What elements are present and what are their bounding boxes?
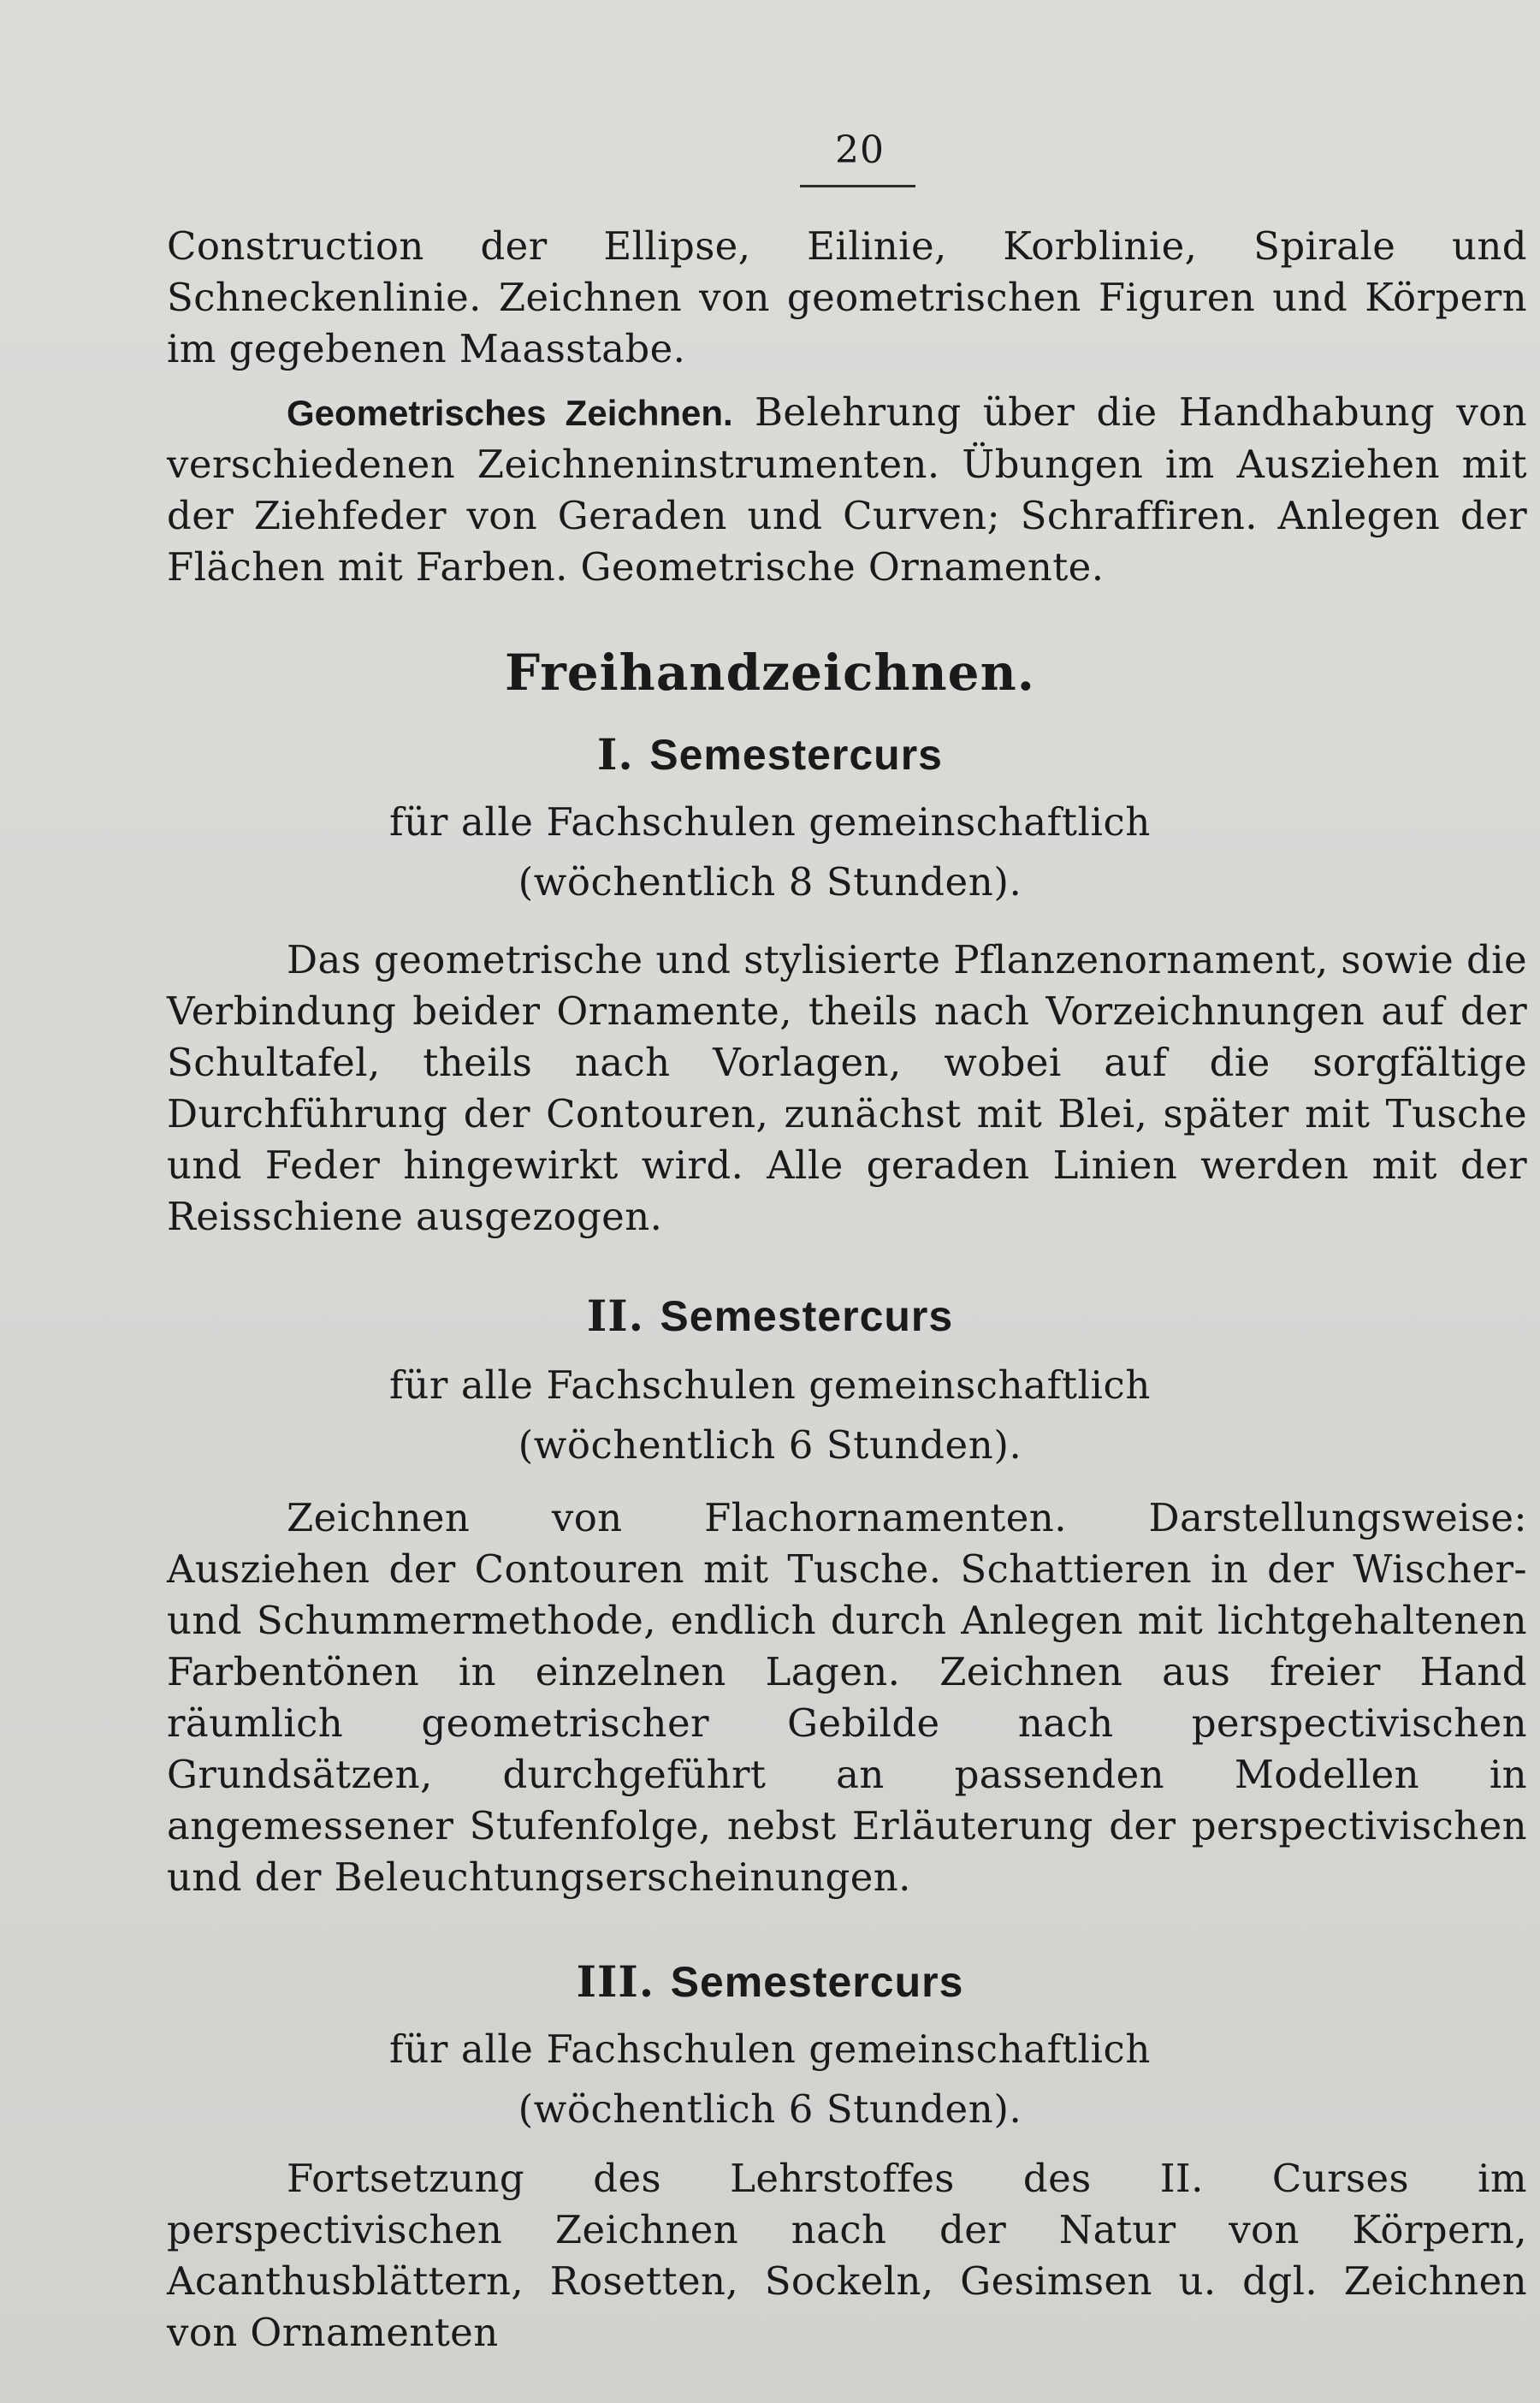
semester-2-numeral: II. <box>586 1290 644 1341</box>
semester-2-heading: Semestercurs <box>660 1292 954 1340</box>
semester-2-text: Zeichnen von Flachornamenten. Darstellungsweise: Ausziehen der Contouren mit Tusche. Schattieren in der Wischer- und Schummermethode, endlich durch Anlegen mit lichtgehaltenen Farbentönen in einzelnen Lagen. Zeichnen aus freier Hand räumlich geometrischer Gebilde nach perspectivischen Grundsätzen, durchgeführt an passenden Modellen in angemessener Stufenfolge, nebst Erläuterung der perspectivischen und der Beleuchtungserscheinungen. <box>167 1495 1527 1900</box>
geometric-drawing-paragraph <box>167 387 1527 593</box>
semester-1-numeral: I. <box>597 729 634 780</box>
section-title: Freihandzeichnen. <box>505 644 1035 702</box>
semester-3-text: Fortsetzung des Lehrstoffes des II. Curses im perspectivischen Zeichnen nach der Natur von Körpern, Acanthusblättern, Rosetten, Sockeln, Gesimsen u. dgl. Zeichnen von Ornamenten <box>167 2156 1527 2355</box>
semester-3-numeral: III. <box>576 1956 655 2007</box>
semester-2-audience: für alle Fachschulen gemeinschaftlich <box>389 1362 1151 1408</box>
semester-1-title <box>0 729 1540 780</box>
semester-2-title <box>0 1290 1540 1341</box>
semester-3-heading: Semestercurs <box>670 1958 964 2006</box>
semester-1-hours: (wöchentlich 8 Stunden). <box>518 859 1022 905</box>
semester-3-audience: für alle Fachschulen gemeinschaftlich <box>389 2026 1151 2072</box>
semester-2-hours: (wöchentlich 6 Stunden). <box>518 1422 1022 1468</box>
geometric-drawing-heading: Geometrisches Zeichnen. <box>287 393 733 433</box>
semester-3-title <box>0 1956 1540 2007</box>
geometric-drawing-text: Belehrung über die Handhabung von verschiedenen Zeichneninstrumenten. Übungen im Ausziehen mit der Ziehfeder von Geraden und Curven; Schraffiren. Anlegen der Flächen mit Farben. Geometrische Ornamente. <box>167 389 1527 590</box>
semester-1-audience: für alle Fachschulen gemeinschaftlich <box>389 799 1151 845</box>
semester-3-hours: (wöchentlich 6 Stunden). <box>518 2086 1022 2132</box>
intro-paragraph: Construction der Ellipse, Eilinie, Korblinie, Spirale und Schneckenlinie. Zeichnen von geometrischen Figuren und Körpern im gegebenen Maasstabe. <box>167 223 1527 371</box>
semester-1-heading: Semestercurs <box>649 731 943 779</box>
page-number-rule <box>800 185 915 187</box>
semester-1-text: Das geometrische und stylisierte Pflanzenornament, sowie die Verbindung beider Ornamente, theils nach Vorzeichnungen auf der Schultafel, theils nach Vorlagen, wobei auf die sorgfältige Durchführung der Contouren, zunächst mit Blei, später mit Tusche und Feder hingewirkt wird. Alle geraden Linien werden mit der Reisschiene ausgezogen. <box>167 937 1527 1239</box>
page-number: 20 <box>835 128 885 172</box>
